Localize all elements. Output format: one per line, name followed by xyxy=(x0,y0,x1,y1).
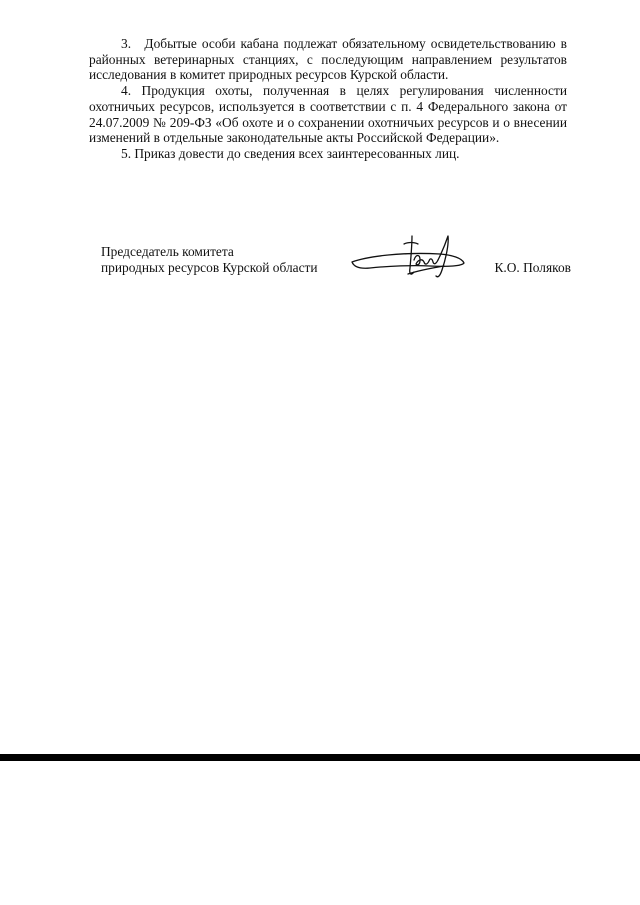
paragraph-5: 5. Приказ довести до сведения всех заинтересованных лиц. xyxy=(121,145,460,161)
signatory-name: К.О. Поляков xyxy=(494,260,571,275)
paragraph-3: 3. Добытые особи кабана подлежат обязательному освидетельствованию в районных ветеринарных станциях, с последующим направлением результатов исследования в комитет природных ресурсов Курской области. xyxy=(89,36,567,83)
signatory-title-line-1: Председатель комитета xyxy=(101,244,234,259)
document-body xyxy=(89,36,567,162)
signatory-title-line-2: природных ресурсов Курской области xyxy=(101,260,318,275)
paragraph-4: 4. Продукция охоты, полученная в целях регулирования численности охотничьих ресурсов, используется в соответствии с п. 4 Федерального закона от 24.07.2009 № 209-ФЗ «Об охоте и о сохранении охотничьих ресурсов и о внесении изменений в отдельные законодательные акты Российской Федерации». xyxy=(89,83,567,146)
handwritten-signature xyxy=(348,230,468,282)
signature-block xyxy=(101,244,571,284)
bottom-scan-border xyxy=(0,754,640,761)
